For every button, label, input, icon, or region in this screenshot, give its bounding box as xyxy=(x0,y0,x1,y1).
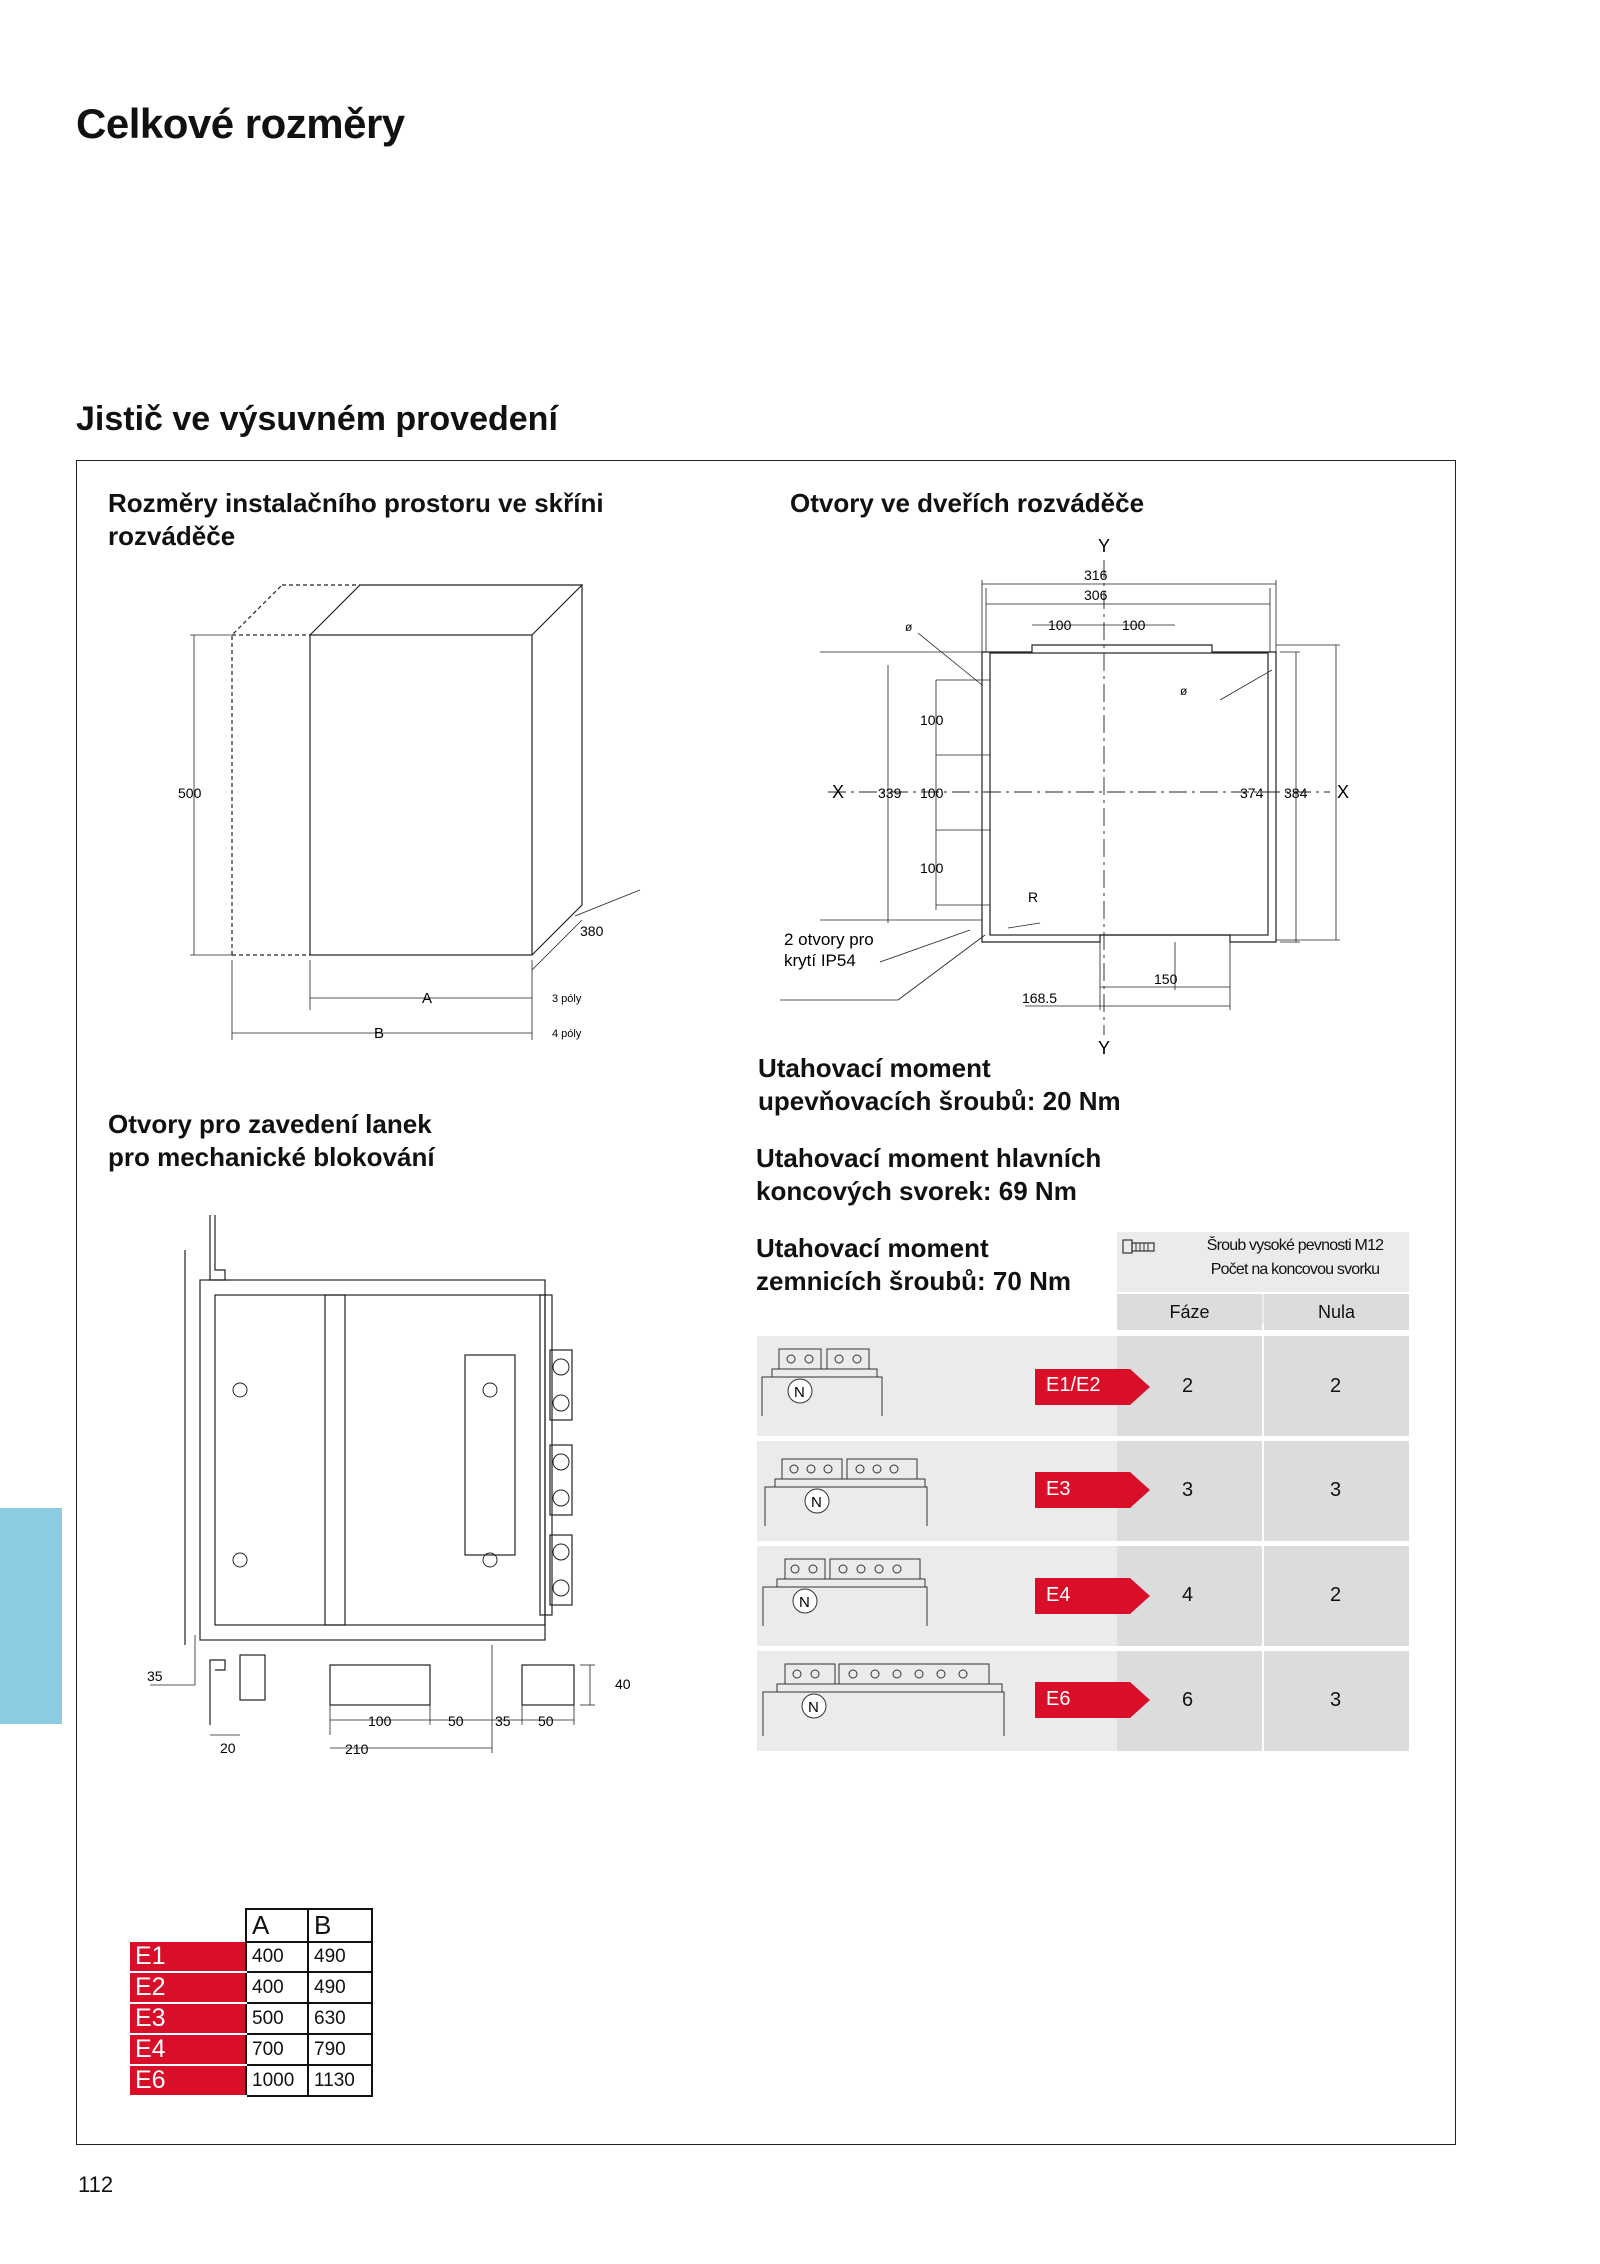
screw-header-line1: Šroub vysoké pevnosti M12 xyxy=(1206,1237,1384,1254)
axis-x-left: X xyxy=(832,782,845,802)
dim-20: 20 xyxy=(220,1740,236,1756)
install-space-heading xyxy=(108,487,604,553)
ab-row-label: E6 xyxy=(130,2065,246,2096)
dimension-ab-table xyxy=(130,1908,373,2097)
ab-row-b: 490 xyxy=(308,1972,372,2003)
axis-x-right: X xyxy=(1337,782,1350,802)
install-space-heading-line2: rozváděče xyxy=(108,521,236,551)
table-row xyxy=(130,2065,372,2096)
screw-header-line2: Počet na koncovou svorku xyxy=(1210,1261,1380,1278)
torque-fixing-line2: upevňovacích šroubů: 20 Nm xyxy=(758,1086,1121,1116)
neutral-mark: N xyxy=(794,1384,805,1401)
neutral-value-e6: 3 xyxy=(1330,1689,1342,1711)
install-space-drawing xyxy=(160,570,680,1050)
axis-y-bottom: Y xyxy=(1098,1038,1111,1058)
neutral-value-e3: 3 xyxy=(1330,1479,1342,1501)
ab-row-b: 790 xyxy=(308,2034,372,2065)
page-number: 112 xyxy=(78,2172,114,2197)
neutral-mark: N xyxy=(811,1494,822,1511)
dim-210: 210 xyxy=(345,1741,369,1757)
ab-row-label: E2 xyxy=(130,1972,246,2003)
torque-earth-line2: zemnicích šroubů: 70 Nm xyxy=(756,1266,1071,1296)
neutral-value-e1e2: 2 xyxy=(1330,1375,1342,1397)
torque-main-terminals xyxy=(756,1142,1101,1208)
torque-earth-line1: Utahovací moment xyxy=(756,1233,989,1263)
dim-b: B xyxy=(374,1025,385,1042)
ab-row-a: 400 xyxy=(246,1942,308,1972)
dim-height: 500 xyxy=(178,785,202,801)
axis-y-top: Y xyxy=(1098,536,1111,556)
neutral-mark: N xyxy=(799,1594,810,1611)
dim-374: 374 xyxy=(1240,785,1264,801)
table-row xyxy=(130,1972,372,2003)
ab-table-header-row xyxy=(130,1909,372,1942)
terminal-drawing-e1e2 xyxy=(757,1336,897,1436)
terminal-drawing-e3 xyxy=(757,1441,937,1541)
series-label-e3: E3 xyxy=(1046,1478,1071,1500)
terminal-drawing-e6 xyxy=(757,1651,1007,1751)
dim-40: 40 xyxy=(615,1676,631,1692)
ab-row-label: E4 xyxy=(130,2034,246,2065)
phase-value-e6: 6 xyxy=(1182,1689,1194,1711)
cable-holes-heading xyxy=(108,1108,435,1174)
ab-row-label: E1 xyxy=(130,1942,246,1972)
cable-holes-heading-line1: Otvory pro zavedení lanek xyxy=(108,1109,432,1139)
ip54-note-line1: 2 otvory pro xyxy=(784,930,874,949)
section-title: Jistič ve výsuvném provedení xyxy=(76,400,558,438)
dim-radius: R xyxy=(1028,889,1039,905)
torque-earth-screws xyxy=(756,1232,1071,1298)
dim-phi-right: ø xyxy=(1180,684,1188,698)
neutral-mark: N xyxy=(808,1699,819,1716)
dim-50-right: 50 xyxy=(538,1713,554,1729)
dim-100-vertical-bottom: 100 xyxy=(920,860,944,876)
screw-table-header xyxy=(1180,1234,1410,1282)
terminal-drawing-e4 xyxy=(757,1546,937,1646)
install-space-heading-line1: Rozměry instalačního prostoru ve skříni xyxy=(108,488,604,518)
ab-row-b: 490 xyxy=(308,1942,372,1972)
dim-384: 384 xyxy=(1284,785,1308,801)
torque-main-line2: koncových svorek: 69 Nm xyxy=(756,1176,1077,1206)
ab-row-b: 1130 xyxy=(308,2065,372,2096)
neutral-value-e4: 2 xyxy=(1330,1584,1342,1606)
ab-row-a: 500 xyxy=(246,2003,308,2034)
dim-168-5: 168.5 xyxy=(1022,990,1058,1006)
ab-row-b: 630 xyxy=(308,2003,372,2034)
dim-a-note: 3 póly xyxy=(552,993,582,1005)
cable-holes-heading-line2: pro mechanické blokování xyxy=(108,1142,435,1172)
ab-row-label: E3 xyxy=(130,2003,246,2034)
dim-b-note: 4 póly xyxy=(552,1028,582,1040)
dim-depth: 380 xyxy=(580,923,604,939)
dim-316: 316 xyxy=(1084,567,1108,583)
ab-table-corner xyxy=(130,1909,246,1942)
dim-100-right: 100 xyxy=(1122,617,1146,633)
ab-row-a: 1000 xyxy=(246,2065,308,2096)
dim-100-vertical-mid: 100 xyxy=(920,785,944,801)
col-phase-header: Fáze xyxy=(1169,1302,1210,1322)
dim-339: 339 xyxy=(878,785,902,801)
table-row xyxy=(130,1942,372,1972)
dim-100-left: 100 xyxy=(1048,617,1072,633)
ab-col-a-header: A xyxy=(246,1909,308,1942)
col-neutral-header: Nula xyxy=(1317,1302,1356,1322)
series-label-e4: E4 xyxy=(1046,1584,1071,1606)
table-row xyxy=(130,2034,372,2065)
dim-100: 100 xyxy=(368,1713,392,1729)
ip54-note-line2: krytí IP54 xyxy=(784,951,856,970)
dim-306: 306 xyxy=(1084,587,1108,603)
series-label-e1e2: E1/E2 xyxy=(1046,1374,1101,1396)
screw-icon xyxy=(1122,1238,1156,1256)
table-row xyxy=(130,2003,372,2034)
ab-row-a: 700 xyxy=(246,2034,308,2065)
ab-col-b-header: B xyxy=(308,1909,372,1942)
phase-value-e1e2: 2 xyxy=(1182,1375,1194,1397)
dim-35-bottom: 35 xyxy=(495,1713,511,1729)
section-side-tab xyxy=(0,1508,62,1724)
ab-row-a: 400 xyxy=(246,1972,308,2003)
series-label-e6: E6 xyxy=(1046,1688,1071,1710)
torque-fixing-line1: Utahovací moment xyxy=(758,1053,991,1083)
dim-35-left: 35 xyxy=(147,1668,163,1684)
dim-a: A xyxy=(422,990,433,1007)
door-holes-heading: Otvory ve dveřích rozváděče xyxy=(790,488,1145,518)
dim-50-left: 50 xyxy=(448,1713,464,1729)
cable-holes-drawing xyxy=(140,1205,660,1765)
dim-150: 150 xyxy=(1154,971,1178,987)
phase-value-e3: 3 xyxy=(1182,1479,1194,1501)
dim-phi-left: ø xyxy=(905,620,913,634)
torque-main-line1: Utahovací moment hlavních xyxy=(756,1143,1102,1173)
page-title: Celkové rozměry xyxy=(76,100,405,147)
dim-100-vertical-top: 100 xyxy=(920,712,944,728)
door-holes-drawing xyxy=(770,530,1370,1070)
phase-value-e4: 4 xyxy=(1182,1584,1194,1606)
